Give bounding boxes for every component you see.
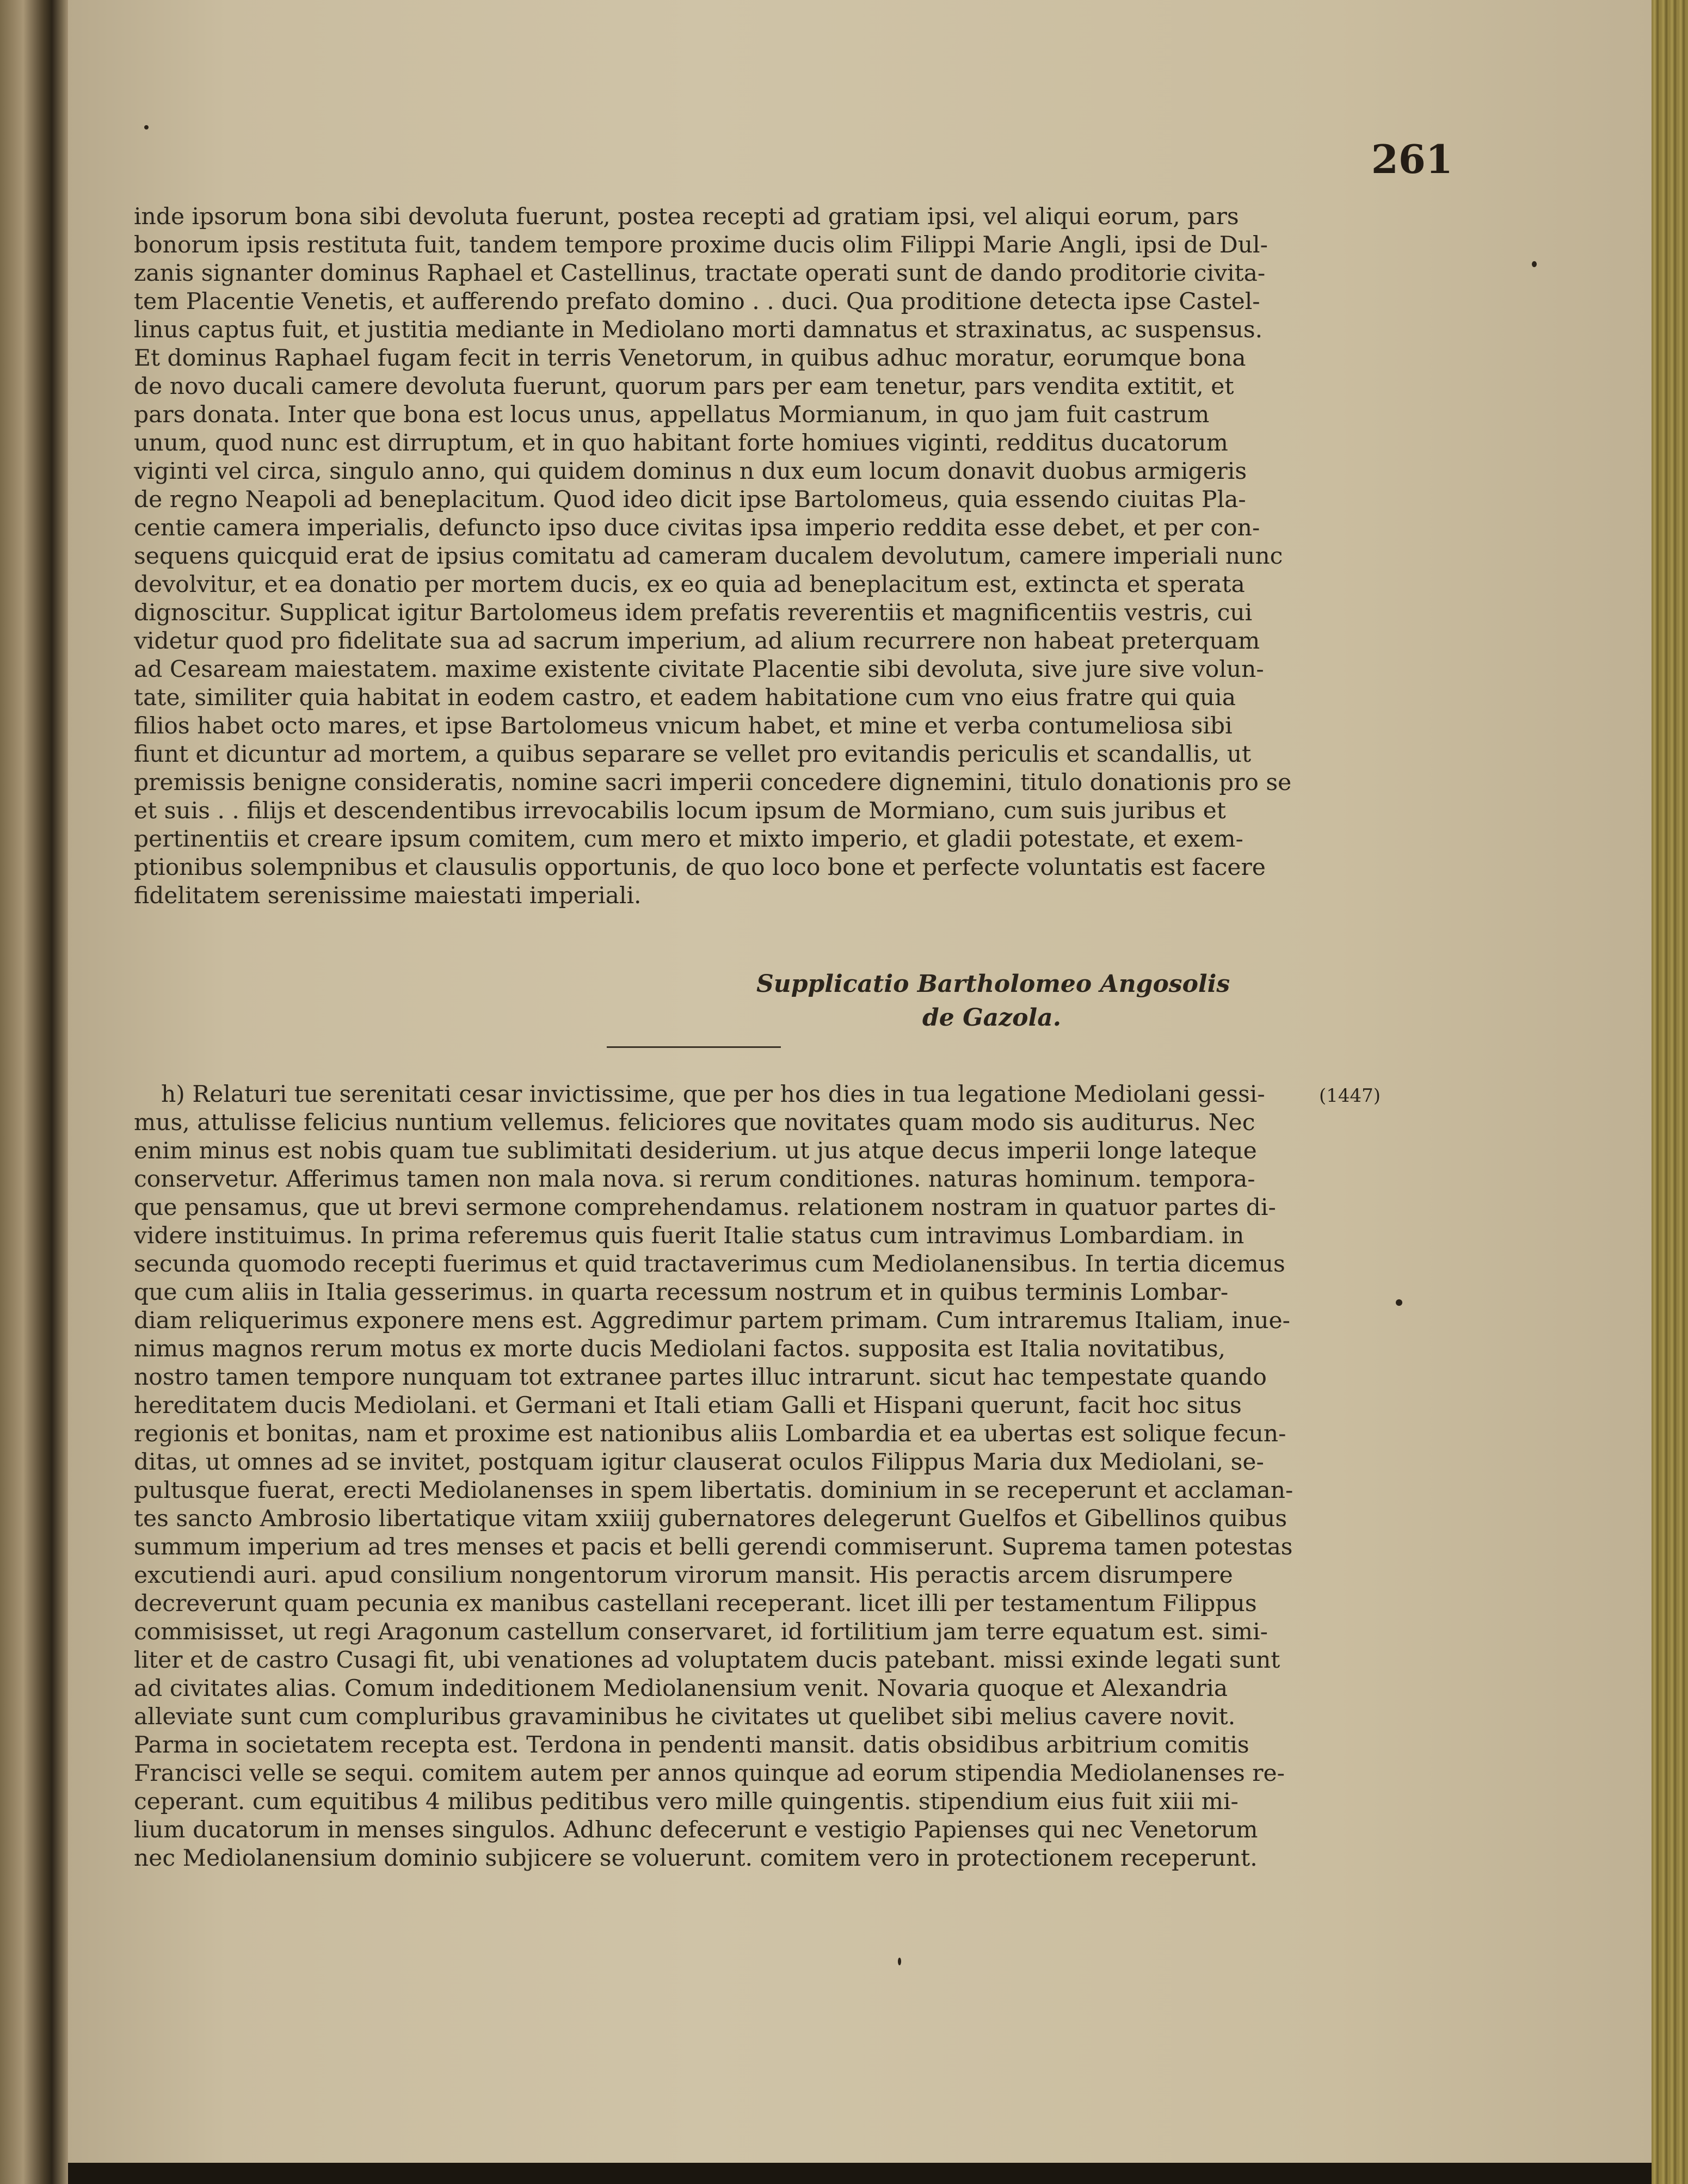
text-line: enim minus est nobis quam tue sublimitati desiderium. ut jus atque decus imperii longe lateque [134, 1137, 1257, 1164]
text-line: linus captus fuit, et justitia mediante in Mediolano morti damnatus et straxinatus, ac suspensus. [134, 316, 1263, 343]
text-line: devolvitur, et ea donatio per mortem ducis, ex eo quia ad beneplacitum est, extincta et sperata [134, 571, 1245, 597]
text-line: secunda quomodo recepti fuerimus et quid tractaverimus cum Mediolanensibus. In tertia dicemus [134, 1250, 1285, 1277]
text-line: filios habet octo mares, et ipse Bartolomeus vnicum habet, et mine et verba contumeliosa sibi [134, 712, 1233, 739]
signature-line: Supplicatio Bartholomeo Angosolis [756, 970, 1230, 998]
text-line: unum, quod nunc est dirruptum, et in quo habitant forte homiues viginti, redditus ducatorum [134, 429, 1228, 456]
ink-speck [1396, 1299, 1402, 1306]
text-line: ad Cesaream maiestatem. maxime existente civitate Placentie sibi devoluta, sive jure sive volun- [134, 656, 1264, 682]
text-line: que cum aliis in Italia gesserimus. in quarta recessum nostrum et in quibus terminis Lombar- [134, 1279, 1229, 1305]
text-line: tes sancto Ambrosio libertatique vitam xxiiij gubernatores delegerunt Guelfos et Gibellinos quibus [134, 1505, 1287, 1532]
text-line: de regno Neapoli ad beneplacitum. Quod ideo dicit ipse Bartolomeus, quia essendo ciuitas Pla- [134, 486, 1246, 513]
text-line: de novo ducali camere devoluta fuerunt, quorum pars per eam tenetur, pars vendita extitit, et [134, 373, 1234, 399]
text-line: regionis et bonitas, nam et proxime est nationibus aliis Lombardia et ea ubertas est solique fecun- [134, 1420, 1286, 1447]
text-line: inde ipsorum bona sibi devoluta fuerunt, postea recepti ad gratiam ipsi, vel aliqui eorum, pars [134, 203, 1239, 230]
text-line: Parma in societatem recepta est. Terdona in pendenti mansit. datis obsidibus arbitrium comitis [134, 1731, 1249, 1758]
text-line: Et dominus Raphael fugam fecit in terris Venetorum, in quibus adhuc moratur, eorumque bona [134, 344, 1246, 371]
text-line: videre instituimus. In prima referemus quis fuerit Italie status cum intravimus Lombardiam. in [134, 1222, 1245, 1249]
text-line: tem Placentie Venetis, et aufferendo prefato domino . . duci. Qua proditione detecta ipse Castel- [134, 288, 1260, 314]
text-line: ptionibus solempnibus et clausulis opportunis, de quo loco bone et perfecte voluntatis est facere [134, 854, 1266, 880]
text-line: ditas, ut omnes ad se invitet, postquam igitur clauserat oculos Filippus Maria dux Mediolani, se- [134, 1448, 1264, 1475]
text-line: zanis signanter dominus Raphael et Castellinus, tractate operati sunt de dando proditorie civita- [134, 260, 1266, 286]
text-line: videtur quod pro fidelitate sua ad sacrum imperium, ad alium recurrere non habeat preterquam [134, 627, 1260, 654]
text-line: et suis . . filijs et descendentibus irrevocabilis locum ipsum de Mormiano, cum suis juribus et [134, 797, 1226, 824]
previous-page-edge [0, 0, 52, 2184]
text-line: excutiendi auri. apud consilium nongentorum virorum mansit. His peractis arcem disrumpere [134, 1562, 1233, 1588]
text-line: ceperant. cum equitibus 4 milibus peditibus vero mille quingentis. stipendium eius fuit xiii mi- [134, 1788, 1239, 1815]
paragraph-relatio [134, 1080, 1293, 1872]
section-divider [607, 1046, 781, 1048]
page-stack-edge [1652, 0, 1688, 2184]
text-line: nec Mediolanensium dominio subjicere se voluerunt. comitem vero in protectionem receperunt. [134, 1844, 1258, 1871]
text-line: premissis benigne consideratis, nomine sacri imperii concedere dignemini, titulo donationis pro se [134, 769, 1292, 795]
text-line: diam reliquerimus exponere mens est. Aggredimur partem primam. Cum intraremus Italiam, inue- [134, 1307, 1290, 1334]
text-line: bonorum ipsis restituta fuit, tandem tempore proxime ducis olim Filippi Marie Angli, ipsi de Dul- [134, 231, 1268, 258]
text-line: dignoscitur. Supplicat igitur Bartolomeus idem prefatis reverentiis et magnificentiis vestris, cui [134, 599, 1253, 626]
margin-year-note: (1447) [1319, 1085, 1381, 1107]
paragraph-petition [134, 202, 1293, 910]
text-line: decreverunt quam pecunia ex manibus castellani receperant. licet illi per testamentum Filippus [134, 1590, 1257, 1617]
text-line: pultusque fuerat, erecti Mediolanenses in spem libertatis. dominium in se receperunt et acclaman- [134, 1477, 1293, 1503]
text-line: centie camera imperialis, defuncto ipso duce civitas ipsa imperio reddita esse debet, et per con- [134, 514, 1260, 541]
page-number: 261 [1371, 136, 1453, 182]
text-line: summum imperium ad tres menses et pacis et belli gerendi commiserunt. Suprema tamen potestas [134, 1533, 1293, 1560]
text-line: viginti vel circa, singulo anno, qui quidem dominus n dux eum locum donavit duobus armigeris [134, 458, 1247, 484]
text-line: mus, attulisse felicius nuntium vellemus. feliciores que novitates quam modo sis auditurus. Nec [134, 1109, 1255, 1136]
text-line: liter et de castro Cusagi fit, ubi venationes ad voluptatem ducis patebant. missi exinde legati sunt [134, 1646, 1280, 1673]
text-line: alleviate sunt cum compluribus gravaminibus he civitates ut quelibet sibi melius cavere novit. [134, 1703, 1236, 1730]
text-line: h) Relaturi tue serenitati cesar invictissime, que per hos dies in tua legatione Mediolani gessi- [161, 1081, 1265, 1107]
text-line: que pensamus, que ut brevi sermone comprehendamus. relationem nostram in quatuor partes di- [134, 1194, 1276, 1220]
text-line: nimus magnos rerum motus ex morte ducis Mediolani factos. supposita est Italia novitatibus, [134, 1335, 1226, 1362]
text-line: pars donata. Inter que bona est locus unus, appellatus Mormianum, in quo jam fuit castrum [134, 401, 1210, 428]
text-line: lium ducatorum in menses singulos. Adhunc defecerunt e vestigio Papienses qui nec Venetorum [134, 1816, 1258, 1843]
text-line: pertinentiis et creare ipsum comitem, cum mero et mixto imperio, et gladii potestate, et exem- [134, 825, 1243, 852]
text-line: fiunt et dicuntur ad mortem, a quibus separare se vellet pro evitandis periculis et scandallis, ut [134, 741, 1252, 767]
text-line: nostro tamen tempore nunquam tot extranee partes illuc intrarunt. sicut hac tempestate quando [134, 1364, 1267, 1390]
text-line: Francisci velle se sequi. comitem autem per annos quinque ad eorum stipendia Mediolanenses re- [134, 1760, 1285, 1786]
text-line: tate, similiter quia habitat in eodem castro, et eadem habitatione cum vno eius fratre qui quia [134, 684, 1236, 711]
signature-line: de Gazola. [922, 1004, 1062, 1032]
ink-speck [144, 125, 149, 129]
ink-speck [1532, 261, 1537, 267]
text-line: conservetur. Afferimus tamen non mala nova. si rerum conditiones. naturas hominum. tempora- [134, 1165, 1255, 1192]
book-gutter [52, 0, 68, 2184]
text-line: commisisset, ut regi Aragonum castellum conservaret, id fortilitium jam terre equatum est. simi- [134, 1618, 1268, 1645]
ink-speck [898, 1958, 901, 1965]
text-line: fidelitatem serenissime maiestati imperiali. [134, 882, 642, 909]
text-line: sequens quicquid erat de ipsius comitatu ad cameram ducalem devolutum, camere imperiali nunc [134, 542, 1283, 569]
text-line: hereditatem ducis Mediolani. et Germani et Itali etiam Galli et Hispani querunt, facit hoc situs [134, 1392, 1242, 1418]
text-line: ad civitates alias. Comum indeditionem Mediolanensium venit. Novaria quoque et Alexandria [134, 1675, 1228, 1701]
